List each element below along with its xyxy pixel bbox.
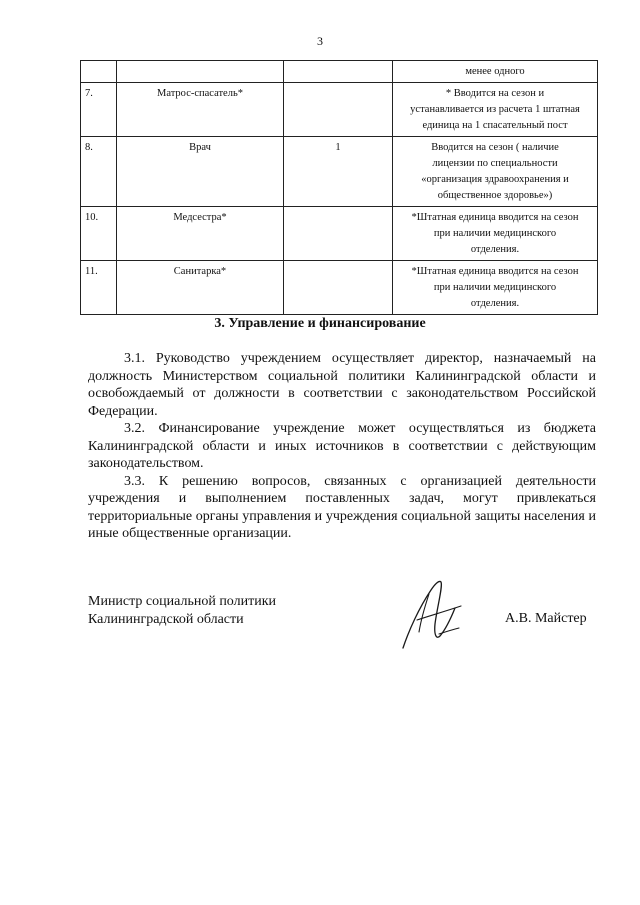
quantity-cell — [284, 61, 393, 83]
note-cell — [393, 207, 598, 261]
position-cell: Матрос-спасатель* — [117, 83, 284, 137]
section-body — [88, 350, 596, 543]
table-row — [81, 137, 598, 207]
signatory-title — [88, 593, 276, 629]
table-row — [81, 261, 598, 315]
position-cell: Санитарка* — [117, 261, 284, 315]
note-line: *Штатная единица вводится на сезон — [411, 266, 579, 277]
staff-table-body — [81, 61, 598, 315]
note-line: *Штатная единица вводится на сезон — [411, 212, 579, 223]
staff-table — [80, 60, 598, 315]
paragraph-3-3: 3.3. К решению вопросов, связанных с организацией деятельности учреждения и выполнением поставленных задач, могут привлекаться территориальные органы управления и учреждения социальной защиты населения и иные общественные организации. — [88, 473, 596, 541]
position-cell — [117, 61, 284, 83]
note-line: общественное здоровье») — [437, 190, 553, 201]
note-cell — [393, 261, 598, 315]
position-cell: Медсестра* — [117, 207, 284, 261]
quantity-cell — [284, 261, 393, 315]
note-line: устанавливается из расчета 1 штатная — [410, 104, 580, 115]
note-line: лицензии по специальности — [432, 158, 558, 169]
row-number-cell: 10. — [81, 207, 117, 261]
paragraph-3-2: 3.2. Финансирование учреждение может осуществляться из бюджета Калининградской области и иных источников в соответствии с действующим законодательством. — [88, 421, 596, 471]
note-line: отделения. — [470, 244, 520, 255]
note-line: * Вводится на сезон и — [445, 88, 545, 99]
row-number-cell: 8. — [81, 137, 117, 207]
note-cell — [393, 61, 598, 83]
table-row — [81, 61, 598, 83]
signatory-title-line: Министр социальной политики — [88, 594, 277, 609]
page-number: 3 — [317, 34, 323, 48]
table-row — [81, 207, 598, 261]
note-line: менее одного — [465, 66, 525, 77]
note-line: при наличии медицинского — [433, 228, 557, 239]
note-line: при наличии медицинского — [433, 282, 557, 293]
position-cell: Врач — [117, 137, 284, 207]
row-number-cell: 11. — [81, 261, 117, 315]
signatory-title-line: Калининградской области — [88, 612, 244, 627]
signatory-name: А.В. Майстер — [505, 611, 587, 626]
quantity-cell — [284, 207, 393, 261]
row-number-cell — [81, 61, 117, 83]
section-title: 3. Управление и финансирование — [214, 316, 426, 331]
row-number-cell: 7. — [81, 83, 117, 137]
quantity-cell: 1 — [284, 137, 393, 207]
note-line: единица на 1 спасательный пост — [422, 120, 568, 131]
paragraph-3-1: 3.1. Руководство учреждением осуществляет директор, назначаемый на должность Министерством социальной политики Калининградской области и освобождаемый от должности в соответствии с законодательством Российской Федерации. — [88, 351, 596, 419]
note-line: Вводится на сезон ( наличие — [431, 142, 559, 153]
note-line: отделения. — [470, 298, 520, 309]
note-cell — [393, 137, 598, 207]
table-row — [81, 83, 598, 137]
handwritten-signature-icon — [395, 574, 473, 654]
note-line: «организация здравоохранения и — [421, 174, 569, 185]
quantity-cell — [284, 83, 393, 137]
note-cell — [393, 83, 598, 137]
